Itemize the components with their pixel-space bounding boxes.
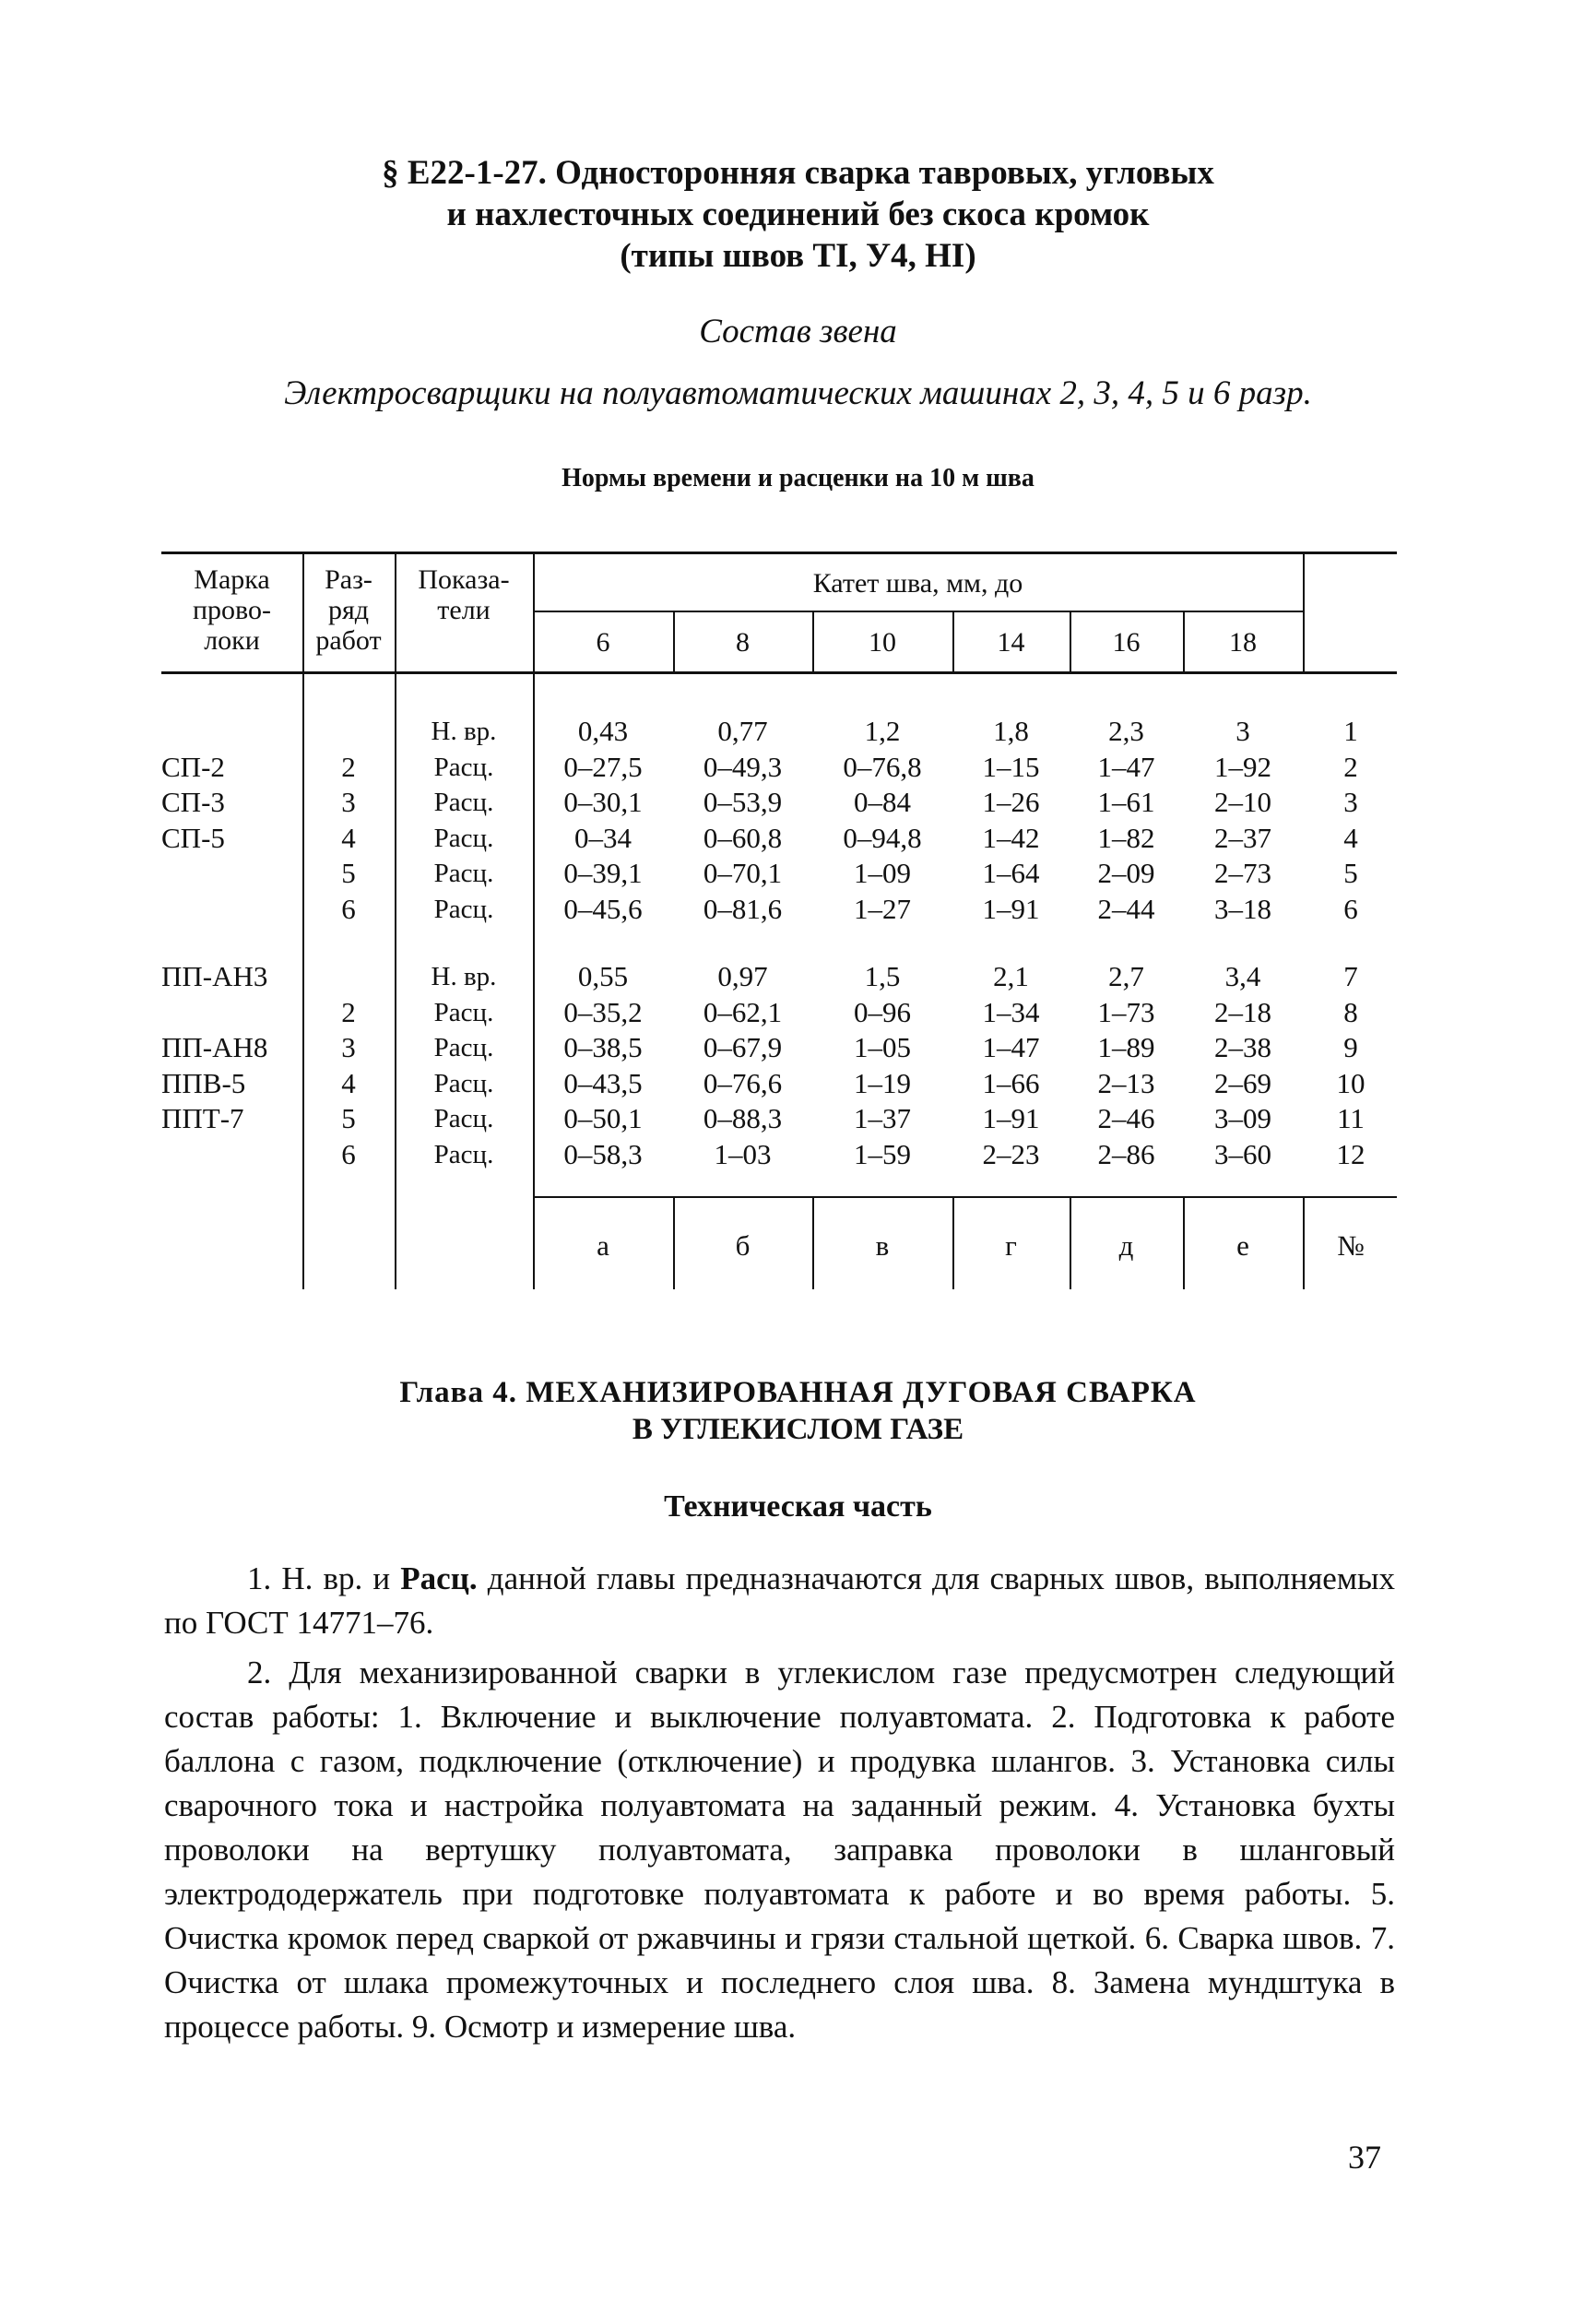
wire-brand: ПП-АН8 (161, 1031, 268, 1063)
group1-row-number-column (1305, 714, 1397, 927)
wire-brand (161, 1137, 302, 1173)
norms-table (161, 552, 1397, 1289)
table-vline (1303, 552, 1305, 674)
wire-brand: СП-3 (161, 786, 225, 818)
row-number: 2 (1343, 750, 1358, 783)
header-wire-brand-line: Марка (194, 564, 270, 595)
value-cell: 3,4 (1224, 960, 1261, 992)
value-cell: 1–91 (982, 892, 1040, 925)
value-cell: 0–94,8 (843, 821, 922, 854)
value-cell: 0,97 (717, 960, 768, 992)
value-cell: 0–43,5 (563, 1066, 643, 1099)
wire-brand: ППВ-5 (161, 1066, 246, 1099)
group1-leg16-column (1070, 714, 1183, 927)
value-cell: 0–58,3 (563, 1137, 643, 1170)
header-indicators-line: Показа- (418, 564, 510, 595)
table-head-rule (161, 671, 1397, 674)
indicator: Расц. (433, 823, 494, 853)
norms-caption: Нормы времени и расценки на 10 м шва (562, 464, 1034, 492)
page-number: 37 (1348, 2139, 1381, 2176)
header-wire-brand-line: локи (204, 625, 260, 656)
value-cell: 1,8 (993, 715, 1029, 747)
value-cell: 1–89 (1097, 1031, 1155, 1063)
value-cell: 0–76,6 (703, 1066, 783, 1099)
row-number: 8 (1343, 995, 1358, 1028)
column-letter: б (735, 1229, 751, 1262)
group2-leg8-column (673, 959, 812, 1172)
group1-leg14-column (952, 714, 1070, 927)
row-number: 3 (1343, 786, 1358, 818)
indicator: Расц. (433, 752, 494, 782)
value-cell: 0–84 (854, 786, 911, 818)
value-cell: 1–05 (854, 1031, 911, 1063)
header-leg-group: Катет шва, мм, до (812, 568, 1023, 599)
group2-brand-column (161, 959, 302, 1172)
value-cell: 1–09 (854, 857, 911, 889)
indicator: Расц. (433, 1139, 494, 1169)
value-cell: 1–26 (982, 786, 1040, 818)
group1-grade-column (302, 714, 395, 927)
value-cell: 1–37 (854, 1102, 911, 1134)
header-wire-brand-line: прово- (192, 595, 271, 625)
value-cell: 0–88,3 (703, 1102, 783, 1134)
table-bottom-rule (533, 1196, 1397, 1198)
value-cell: 1–34 (982, 995, 1040, 1028)
value-cell: 1–03 (714, 1137, 772, 1170)
value-cell: 2–09 (1097, 857, 1155, 889)
grade: 3 (341, 1031, 356, 1063)
row-number: 9 (1343, 1031, 1358, 1063)
value-cell: 0,55 (577, 960, 629, 992)
header-indicators (395, 564, 533, 625)
value-cell: 0–27,5 (563, 750, 643, 783)
row-number: 7 (1343, 960, 1358, 992)
header-grade-line: работ (315, 625, 382, 656)
header-grade (302, 564, 395, 656)
grade: 2 (341, 995, 356, 1028)
grade: 5 (341, 1102, 356, 1134)
wire-brand: ПП-АН3 (161, 960, 268, 992)
wire-brand (161, 714, 302, 750)
grade: 2 (341, 750, 356, 783)
crew-composition: Электросварщики на полуавтоматических машинах 2, 3, 4, 5 и 6 разр. (284, 374, 1312, 412)
header-leg: 16 (1112, 627, 1141, 658)
value-cell: 1–47 (1097, 750, 1155, 783)
value-cell: 0–38,5 (563, 1031, 643, 1063)
value-cell: 1–82 (1097, 821, 1155, 854)
header-indicators-line: тели (437, 595, 491, 625)
value-cell: 1–61 (1097, 786, 1155, 818)
value-cell: 1–64 (982, 857, 1040, 889)
group2-row-number-column (1305, 959, 1397, 1172)
section-heading: Техническая часть (664, 1489, 932, 1524)
row-number: 12 (1336, 1137, 1365, 1170)
value-cell: 2,3 (1108, 715, 1144, 747)
value-cell: 3–09 (1214, 1102, 1271, 1134)
section-title-line-3: (типы швов ТI, У4, НI) (620, 237, 976, 275)
indicator: Н. вр. (431, 717, 497, 746)
value-cell: 2–69 (1214, 1066, 1271, 1099)
group2-leg10-column (812, 959, 952, 1172)
row-number: 4 (1343, 821, 1358, 854)
row-number: 6 (1343, 892, 1358, 925)
section-title-line-1: § Е22-1-27. Односторонняя сварка тавровых, угловых (382, 154, 1214, 192)
group1-leg8-column (673, 714, 812, 927)
group1-leg10-column (812, 714, 952, 927)
header-leg: 6 (596, 627, 610, 658)
column-letter: г (1005, 1229, 1017, 1262)
value-cell: 2–18 (1214, 995, 1271, 1028)
value-cell: 0–39,1 (563, 857, 643, 889)
value-cell: 2–86 (1097, 1137, 1155, 1170)
grade: 3 (341, 786, 356, 818)
wire-brand (161, 856, 302, 892)
value-cell: 2–73 (1214, 857, 1271, 889)
value-cell: 3–60 (1214, 1137, 1271, 1170)
group1-leg6-column (533, 714, 673, 927)
value-cell: 1–42 (982, 821, 1040, 854)
grade (302, 714, 395, 750)
value-cell: 1–73 (1097, 995, 1155, 1028)
value-cell: 2–23 (982, 1137, 1040, 1170)
value-cell: 2–37 (1214, 821, 1271, 854)
group1-brand-column (161, 714, 302, 927)
value-cell: 1–91 (982, 1102, 1040, 1134)
group2-leg16-column (1070, 959, 1183, 1172)
wire-brand: СП-5 (161, 821, 225, 854)
indicator: Расц. (433, 997, 494, 1027)
header-leg: 18 (1229, 627, 1257, 658)
column-letter: а (597, 1229, 609, 1262)
group2-leg6-column (533, 959, 673, 1172)
indicator: Н. вр. (431, 962, 497, 991)
header-leg: 14 (997, 627, 1025, 658)
indicator: Расц. (433, 1033, 494, 1062)
header-leg: 10 (869, 627, 896, 658)
value-cell: 1–15 (982, 750, 1040, 783)
number-sign: № (1337, 1229, 1365, 1262)
wire-brand (161, 892, 302, 928)
wire-brand: ППТ-7 (161, 1102, 244, 1134)
value-cell: 0–60,8 (703, 821, 783, 854)
indicator: Расц. (433, 894, 494, 924)
value-cell: 0–49,3 (703, 750, 783, 783)
chapter-title-line-1: Глава 4. МЕХАНИЗИРОВАННАЯ ДУГОВАЯ СВАРКА (399, 1376, 1197, 1409)
column-letter: д (1118, 1229, 1134, 1262)
column-letter: в (875, 1229, 890, 1262)
value-cell: 2–10 (1214, 786, 1271, 818)
table-top-rule (161, 552, 1397, 554)
row-number: 10 (1336, 1066, 1365, 1099)
grade: 5 (341, 857, 356, 889)
value-cell: 2–38 (1214, 1031, 1271, 1063)
section-title-line-2: и нахлесточных соединений без скоса кромок (446, 196, 1150, 233)
indicator: Расц. (433, 788, 494, 817)
value-cell: 2,1 (993, 960, 1029, 992)
value-cell: 2–46 (1097, 1102, 1155, 1134)
group2-leg18-column (1183, 959, 1303, 1172)
paragraph-1-rest: данной главы предназначаются для сварных швов, выполняемых по ГОСТ 14771–76. (164, 1560, 1395, 1641)
value-cell: 3 (1235, 715, 1250, 747)
paragraph-1 (164, 1557, 1395, 1645)
value-cell: 0,77 (717, 715, 768, 747)
group1-indicator-column (395, 714, 533, 927)
header-leg: 8 (736, 627, 750, 658)
row-number: 1 (1343, 715, 1358, 747)
value-cell: 0–67,9 (703, 1031, 783, 1063)
group2-grade-column (302, 959, 395, 1172)
grade: 6 (341, 892, 356, 925)
indicator: Расц. (433, 859, 494, 888)
crew-heading: Состав звена (699, 313, 897, 350)
value-cell: 0–34 (574, 821, 632, 854)
header-grade-line: ряд (327, 595, 370, 625)
value-cell: 1–47 (982, 1031, 1040, 1063)
value-cell: 1–92 (1214, 750, 1271, 783)
row-number: 11 (1337, 1102, 1365, 1134)
value-cell: 0–53,9 (703, 786, 783, 818)
header-grade-line: Раз- (325, 564, 372, 595)
row-number: 5 (1343, 857, 1358, 889)
indicator: Расц. (433, 1068, 494, 1098)
value-cell: 0–30,1 (563, 786, 643, 818)
value-cell: 1,5 (864, 960, 901, 992)
value-cell: 2,7 (1108, 960, 1144, 992)
value-cell: 1–19 (854, 1066, 911, 1099)
grade: 6 (341, 1137, 356, 1170)
header-wire-brand (161, 564, 302, 656)
paragraph-1-bold: Расц. (400, 1560, 478, 1596)
table-leg-group-rule (533, 611, 1305, 612)
value-cell: 1–59 (854, 1137, 911, 1170)
grade: 4 (341, 1066, 356, 1099)
value-cell: 1–27 (854, 892, 911, 925)
group1-leg18-column (1183, 714, 1303, 927)
value-cell: 2–44 (1097, 892, 1155, 925)
paragraph-1-lead: 1. Н. вр. и (247, 1560, 401, 1596)
value-cell: 0–76,8 (843, 750, 922, 783)
value-cell: 3–18 (1214, 892, 1271, 925)
group2-leg14-column (952, 959, 1070, 1172)
chapter-title (0, 1374, 1596, 1448)
indicator: Расц. (433, 1104, 494, 1133)
value-cell: 0–50,1 (563, 1102, 643, 1134)
value-cell: 0,43 (577, 715, 629, 747)
value-cell: 0–45,6 (563, 892, 643, 925)
value-cell: 0–35,2 (563, 995, 643, 1028)
group2-indicator-column (395, 959, 533, 1172)
grade: 4 (341, 821, 356, 854)
chapter-title-line-2: В УГЛЕКИСЛОМ ГАЗЕ (632, 1413, 964, 1446)
value-cell: 1,2 (864, 715, 901, 747)
section-title (0, 152, 1596, 277)
value-cell: 0–62,1 (703, 995, 783, 1028)
paragraph-2: 2. Для механизированной сварки в углекислом газе предусмотрен следующий состав работы: 1. Включение и выключение полуавтомата. 2. Подготовка к работе баллона с газом, подключение (отключение) и продувка шлангов. 3. Установка силы сварочного тока и настройка полуавтомата на заданный режим. 4. Установка бухты проволоки на вертушку полуавтомата, заправка проволоки в шланговый электрододержатель при подготовке полуавтомата к работе и во время работы. 5. Очистка кромок перед сваркой от ржавчины и грязи стальной щеткой. 6. Сварка швов. 7. Очистка от шлака промежуточных и последнего слоя шва. 8. Замена мундштука в процессе работы. 9. Осмотр и измерение шва. (164, 1655, 1395, 2045)
value-cell: 0–81,6 (703, 892, 783, 925)
value-cell: 0–96 (854, 995, 911, 1028)
wire-brand: СП-2 (161, 750, 225, 783)
column-letter: е (1236, 1229, 1249, 1262)
grade (302, 959, 395, 995)
wire-brand (161, 995, 302, 1031)
value-cell: 1–66 (982, 1066, 1040, 1099)
value-cell: 2–13 (1097, 1066, 1155, 1099)
value-cell: 0–70,1 (703, 857, 783, 889)
